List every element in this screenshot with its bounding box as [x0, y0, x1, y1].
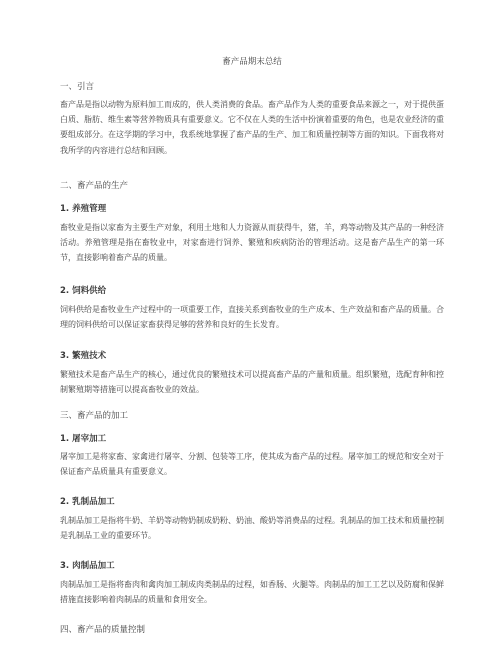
document-page	[60, 0, 444, 649]
section-heading-intro: 一、引言	[60, 82, 95, 92]
subsection-title-slaughter-processing: 1. 屠宰加工	[60, 434, 107, 444]
subsection-paragraph-feed-supply: 饲料供给是畜牧业生产过程中的一项重要工作，直接关系到畜牧业的生产成本、生产效益和畜产品的质量。合理的饲料供给可以保证家畜获得足够的营养和良好的生长发育。	[60, 305, 444, 330]
document-title: 畜产品期末总结	[222, 57, 282, 67]
section-heading-processing: 三、畜产品的加工	[60, 411, 129, 421]
section-heading-quality-control: 四、畜产品的质量控制	[60, 625, 146, 635]
subsection-paragraph-breeding-management: 畜牧业是指以家畜为主要生产对象，利用土地和人力资源从而获得牛，猪，羊，鸡等动物及其产品的一种经济活动。养殖管理是指在畜牧业中，对家畜进行饲养、繁殖和疾病防治的管理活动。这是畜产品生产的第一环节，直接影响着畜产品的质量。	[60, 223, 444, 263]
subsection-title-dairy-processing: 2. 乳制品加工	[60, 497, 115, 507]
subsection-paragraph-dairy-processing: 乳制品加工是指将牛奶、羊奶等动物奶制成奶粉、奶油、酸奶等消费品的过程。乳制品的加工技术和质量控制是乳制品工业的重要环节。	[60, 516, 444, 541]
section-heading-production: 二、畜产品的生产	[60, 181, 129, 191]
subsection-paragraph-meat-processing: 肉制品加工是指将畜肉和禽肉加工制成肉类制品的过程，如香肠、火腿等。肉制品的加工工艺以及防腐和保鲜措施直接影响着肉制品的质量和食用安全。	[60, 580, 444, 605]
subsection-title-feed-supply: 2. 饲料供给	[60, 286, 107, 296]
subsection-paragraph-reproduction-technology: 繁殖技术是畜产品生产的核心，通过优良的繁殖技术可以提高畜产品的产量和质量。组织繁殖，选配育种和控制繁殖期等措施可以提高畜牧业的效益。	[60, 370, 444, 395]
subsection-paragraph-slaughter-processing: 屠宰加工是将家畜、家禽进行屠宰、分割、包装等工序，使其成为畜产品的过程。屠宰加工的规范和安全对于保证畜产品质量具有重要意义。	[60, 452, 444, 477]
subsection-title-breeding-management: 1. 养殖管理	[60, 204, 107, 214]
section-paragraph-intro: 畜产品是指以动物为原料加工而成的，供人类消费的食品。畜产品作为人类的重要食品来源之一，对于提供蛋白质、脂肪、维生素等营养物质具有重要意义。它不仅在人类的生活中扮演着重要的角色，也是农业经济的重要组成部分。在这学期的学习中，我系统地掌握了畜产品的生产、加工和质量控制等方面的知识。下面我将对我所学的内容进行总结和回顾。	[60, 100, 444, 155]
subsection-title-meat-processing: 3. 肉制品加工	[60, 561, 115, 571]
subsection-title-reproduction-technology: 3. 繁殖技术	[60, 351, 107, 361]
